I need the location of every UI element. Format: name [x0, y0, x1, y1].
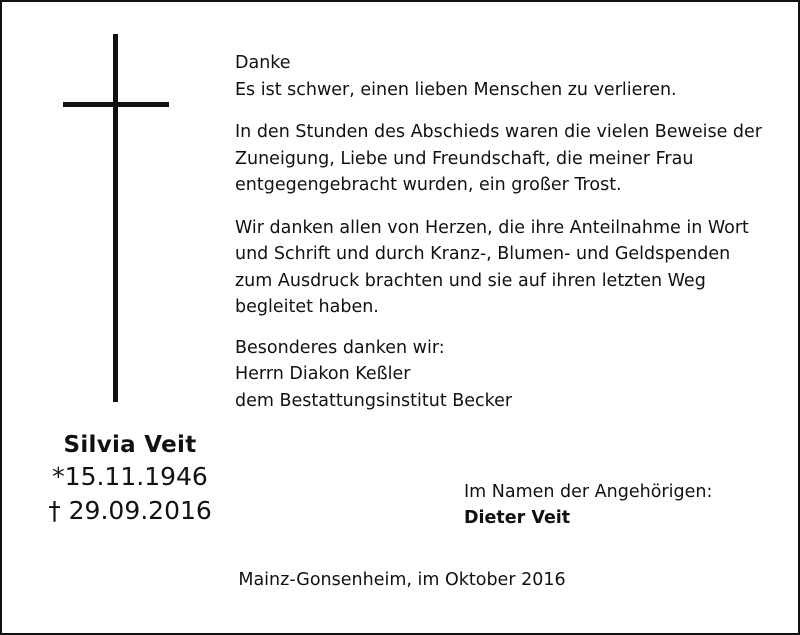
message-line: und Schrift und durch Kranz-, Blumen- und Geldspenden: [235, 244, 731, 264]
message-line: Zuneigung, Liebe und Freundschaft, die meiner Frau: [235, 148, 694, 169]
deceased-name: Silvia Veit: [63, 432, 197, 458]
signer-name: Dieter Veit: [464, 508, 571, 528]
thanks-line: Besonderes danken wir:: [235, 337, 445, 358]
cross-horizontal-bar: [63, 102, 169, 107]
message-line: In den Stunden des Abschieds waren die vielen Beweise der: [235, 122, 762, 142]
thanks-line: Herrn Diakon Keßler: [235, 364, 411, 384]
message-heading: Danke: [235, 53, 291, 73]
place-and-date: Mainz-Gonsenheim, im Oktober 2016: [238, 570, 566, 590]
signature-block: [464, 479, 712, 531]
birth-date: *15.11.1946: [52, 462, 208, 491]
death-date: † 29.09.2016: [48, 496, 212, 525]
message-line: Es ist schwer, einen lieben Menschen zu verlieren.: [235, 79, 677, 100]
message-line: Wir danken allen von Herzen, die ihre Anteilnahme in Wort: [235, 217, 749, 238]
message-text: [235, 50, 785, 414]
message-line: begleitet haben.: [235, 297, 379, 317]
cross-vertical-bar: [113, 34, 118, 402]
thanks-line: dem Bestattungsinstitut Becker: [235, 390, 513, 411]
message-line: entgegengebracht wurden, ein großer Trost.: [235, 175, 622, 195]
deceased-info: [20, 430, 240, 528]
message-line: zum Ausdruck brachten und sie auf ihren letzten Weg: [235, 270, 706, 291]
signature-label: Im Namen der Angehörigen:: [464, 482, 713, 502]
